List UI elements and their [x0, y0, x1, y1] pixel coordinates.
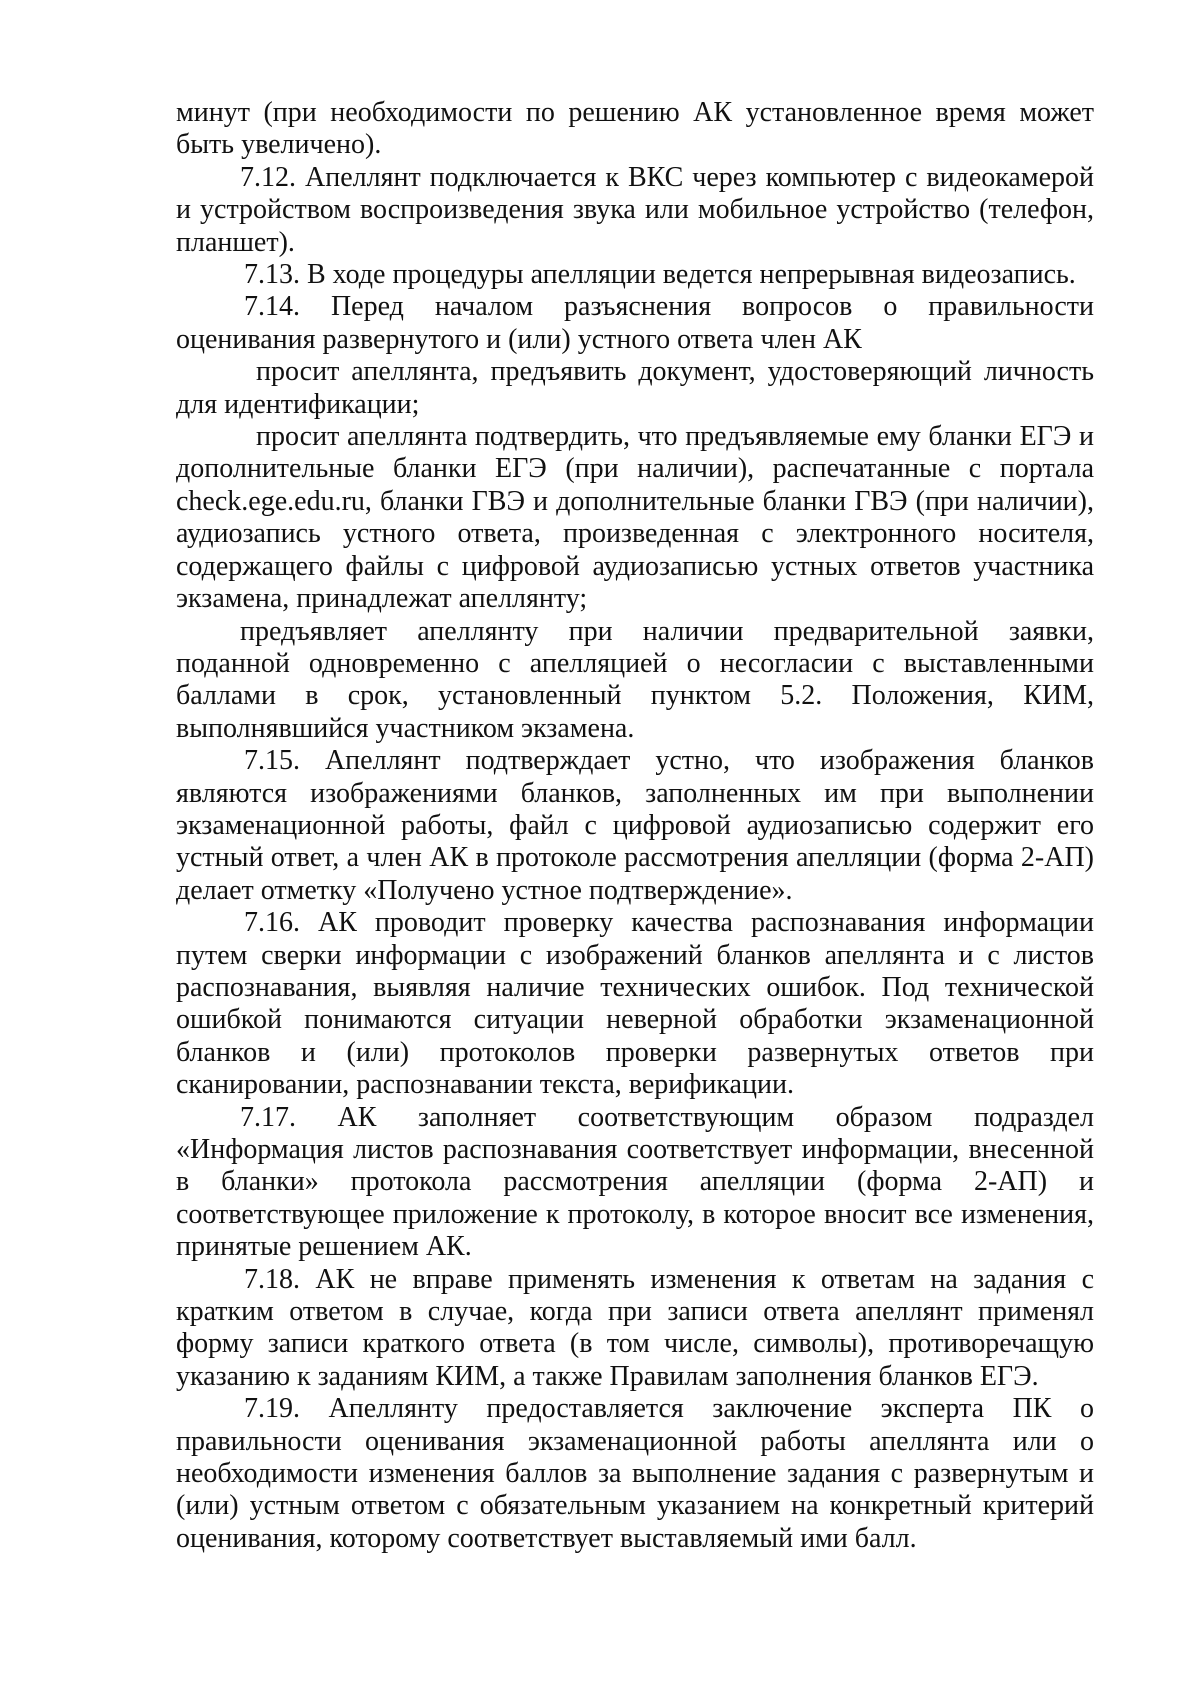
paragraph-7-13: 7.13. В ходе процедуры апелляции ведется непрерывная видеозапись. [244, 259, 1076, 291]
paragraph-continuation: минут (при необходимости по решению АК установленное время может быть увеличено). [176, 97, 1094, 161]
document-body [176, 97, 1094, 1555]
paragraph-7-15: 7.15. Апеллянт подтверждает устно, что изображения бланков являются изображениями бланков, заполненных им при выполнении экзаменационной работы, файл с цифровой аудиозаписью содержит его устный ответ, а член АК в протоколе рассмотрения апелляции (форма 2-АП) делает отметку «Получено устное подтверждение». [176, 745, 1094, 906]
paragraph-7-17: 7.17. АК заполняет соответствующим образом подраздел «Информация листов распознавания соответствует информации, внесенной в бланки» протокола рассмотрения апелляции (форма 2-АП) и соответствующее приложение к протоколу, в которое вносит все изменения, принятые решением АК. [176, 1101, 1094, 1263]
paragraph-7-19: 7.19. Апеллянту предоставляется заключение эксперта ПК о правильности оценивания экзаменационной работы апеллянта или о необходимости изменения баллов за выполнение задания с развернутым и (или) устным ответом с обязательным указанием на конкретный критерий оценивания, которому соответствует выставляемый ими балл. [176, 1393, 1094, 1554]
paragraph-7-14: 7.14. Перед началом разъяснения вопросов о правильности оценивания развернутого и (или) устного ответа член АК [176, 291, 1094, 355]
paragraph-7-18: 7.18. АК не вправе применять изменения к ответам на задания с кратким ответом в случае, когда при записи ответа апеллянт применял форму записи краткого ответа (в том числе, символы), противоречащую указанию к заданиям КИМ, а также Правилам заполнения бланков ЕГЭ. [176, 1263, 1094, 1392]
paragraph-7-12: 7.12. Апеллянт подключается к ВКС через компьютер с видеокамерой и устройством воспроизведения звука или мобильное устройство (телефон, планшет). [176, 161, 1094, 258]
paragraph-7-14-item-confirm: просит апеллянта подтвердить, что предъявляемые ему бланки ЕГЭ и дополнительные бланки ЕГЭ (при наличии), распечатанные с портала check.ege.edu.ru, бланки ГВЭ и дополнительные бланки ГВЭ (при наличии), аудиозапись устного ответа, произведенная с электронного носителя, содержащего файлы с цифровой аудиозаписью устных ответов участника экзамена, принадлежат апеллянту; [176, 421, 1094, 615]
paragraph-7-16: 7.16. АК проводит проверку качества распознавания информации путем сверки информации с изображений бланков апеллянта и с листов распознавания, выявляя наличие технических ошибок. Под технической ошибкой понимаются ситуации неверной обработки экзаменационной бланков и (или) протоколов проверки развернутых ответов при сканировании, распознавании текста, верификации. [176, 907, 1094, 1101]
paragraph-7-14-item-present: предъявляет апеллянту при наличии предварительной заявки, поданной одновременно с апелляцией о несогласии с выставленными баллами в срок, установленный пунктом 5.2. Положения, КИМ, выполнявшийся участником экзамена. [176, 615, 1094, 744]
paragraph-7-14-item-identity: просит апеллянта, предъявить документ, удостоверяющий личность для идентификации; [176, 356, 1094, 420]
